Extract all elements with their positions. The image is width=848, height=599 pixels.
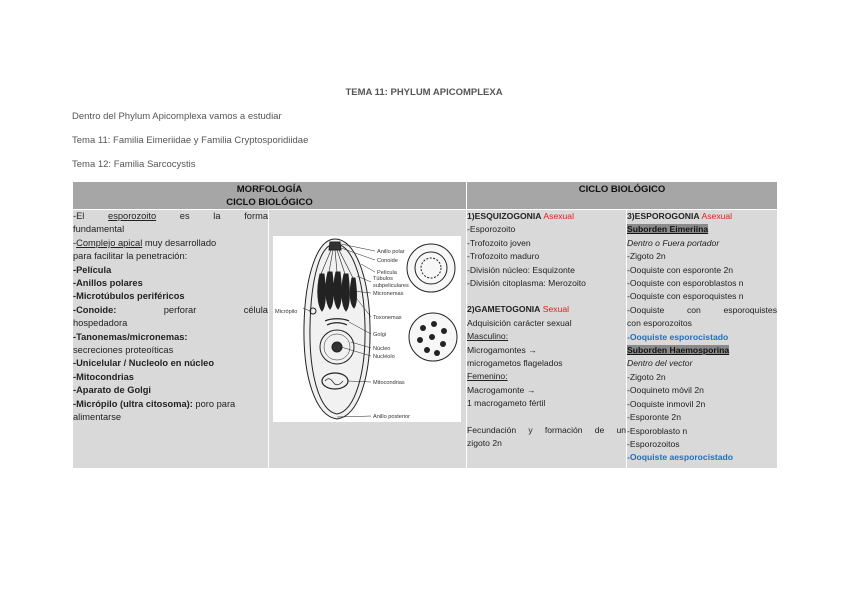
diagram-cell [269, 210, 467, 469]
label-pelicula: Película [377, 270, 397, 276]
morfologia-cell: -El esporozoito es la forma fundamental -Complejo apical muy desarrollado para facilitar la penetración: -Película -Anillos polares -Microtúbulos periféricos -Conoide: perforar célula hospedadora -Tanonemas/micronemas: secreciones proteoíticas -Unicelular / Nucleolo en núcleo -Mitocondrias -Aparato de Golgi -Micrópilo (ultra citosoma): poro para alimentarse [73, 210, 269, 469]
list-item: -Esporoblasto n [627, 425, 688, 436]
list-item: -Zigoto 2n [627, 371, 666, 382]
label-conoide: Conoide [377, 258, 398, 264]
list-item: -Ooquiste inmovil 2n [627, 398, 706, 409]
list-item: -Trofozoito maduro [467, 251, 540, 262]
list-item: -División citoplasma: Merozoito [467, 278, 586, 289]
content-table [72, 181, 778, 469]
label-toxonemas: Toxonemas [373, 315, 402, 321]
page-title: TEMA 11: PHYLUM APICOMPLEXA [345, 87, 503, 98]
esquizogonia-cell: 1)ESQUIZOGONIA Asexual -Esporozoito -Trofozoito joven -Trofozoito maduro -División núcleo: Esquizonte -División citoplasma: Merozoito 2)GAMETOGONIA Sexual Adquisición carácter sexual Masculino: Microgamontes → microgametos flagelados Femenino: Macrogamonte → 1 macrogameto fértil Fecundación y formación de un zigoto 2n [467, 210, 627, 469]
result-esporocistado: -Ooquiste esporocistado [627, 331, 729, 342]
content-row [73, 210, 778, 469]
suborden-haemosporina: Suborden Haemosporina [627, 345, 730, 356]
label-subpeliculares: subpeliculares [373, 283, 409, 289]
list-item: -División núcleo: Esquizonte [467, 264, 575, 275]
result-aesporocistado: -Ooquiste aesporocistado [627, 452, 734, 463]
label-tubulos: Túbulos [373, 276, 393, 282]
label-anillo-posterior: Anillo posterior [373, 414, 410, 420]
intro-line: Tema 11: Familia Eimeriidae y Familia Cryptosporidiidae [72, 135, 309, 146]
list-item: -Ooquiste con esporoblastos n [627, 278, 744, 289]
list-item: -Trofozoito joven [467, 237, 531, 248]
label-micropilo: Micrópilo [275, 309, 298, 315]
header-row [73, 182, 778, 210]
header-morfologia: MORFOLOGÍA CICLO BIOLÓGICO [73, 182, 467, 210]
list-item: -Esporozoitos [627, 438, 680, 449]
label-anillo-polar: Anillo polar [377, 249, 405, 255]
list-item: -Zigoto 2n [627, 251, 666, 262]
list-item: -Ooquiste con esporonte 2n [627, 264, 734, 275]
label-nucleolo: Nucléolo [373, 354, 395, 360]
sporozoite-diagram [273, 236, 461, 422]
suborden-eimeriina: Suborden Eimeriina [627, 224, 709, 235]
list-item: -Esporonte 2n [627, 412, 681, 423]
label-golgi: Golgi [373, 332, 387, 338]
label-mitocondrias: Mitocondrias [373, 380, 405, 386]
list-item: -Esporozoito [467, 224, 516, 235]
label-micronemas: Micronemas [373, 291, 404, 297]
intro-line: Tema 12: Familia Sarcocystis [72, 159, 196, 170]
label-nucleo: Núcleo [373, 346, 391, 352]
list-item: -Ooquiste con esporoquistes n [627, 291, 744, 302]
esporogonia-cell: 3)ESPOROGONIA Asexual Suborden Eimeriina Dentro o Fuera portador -Zigoto 2n -Ooquiste con esporonte 2n -Ooquiste con esporoblastos n -Ooquiste con esporoquistes n -Ooquiste con esporoquistes con esporozoitos -Ooquiste esporocistado Suborden Haemosporina Dentro del vector -Zigoto 2n -Ooquineto móvil 2n -Ooquiste inmovil 2n -Esporonte 2n -Esporoblasto n -Esporozoitos -Ooquiste aesporocistado [627, 210, 778, 469]
list-item: -Ooquineto móvil 2n [627, 385, 704, 396]
intro-line: Dentro del Phylum Apicomplexa vamos a estudiar [72, 111, 282, 122]
header-ciclo: CICLO BIOLÓGICO [467, 182, 778, 210]
